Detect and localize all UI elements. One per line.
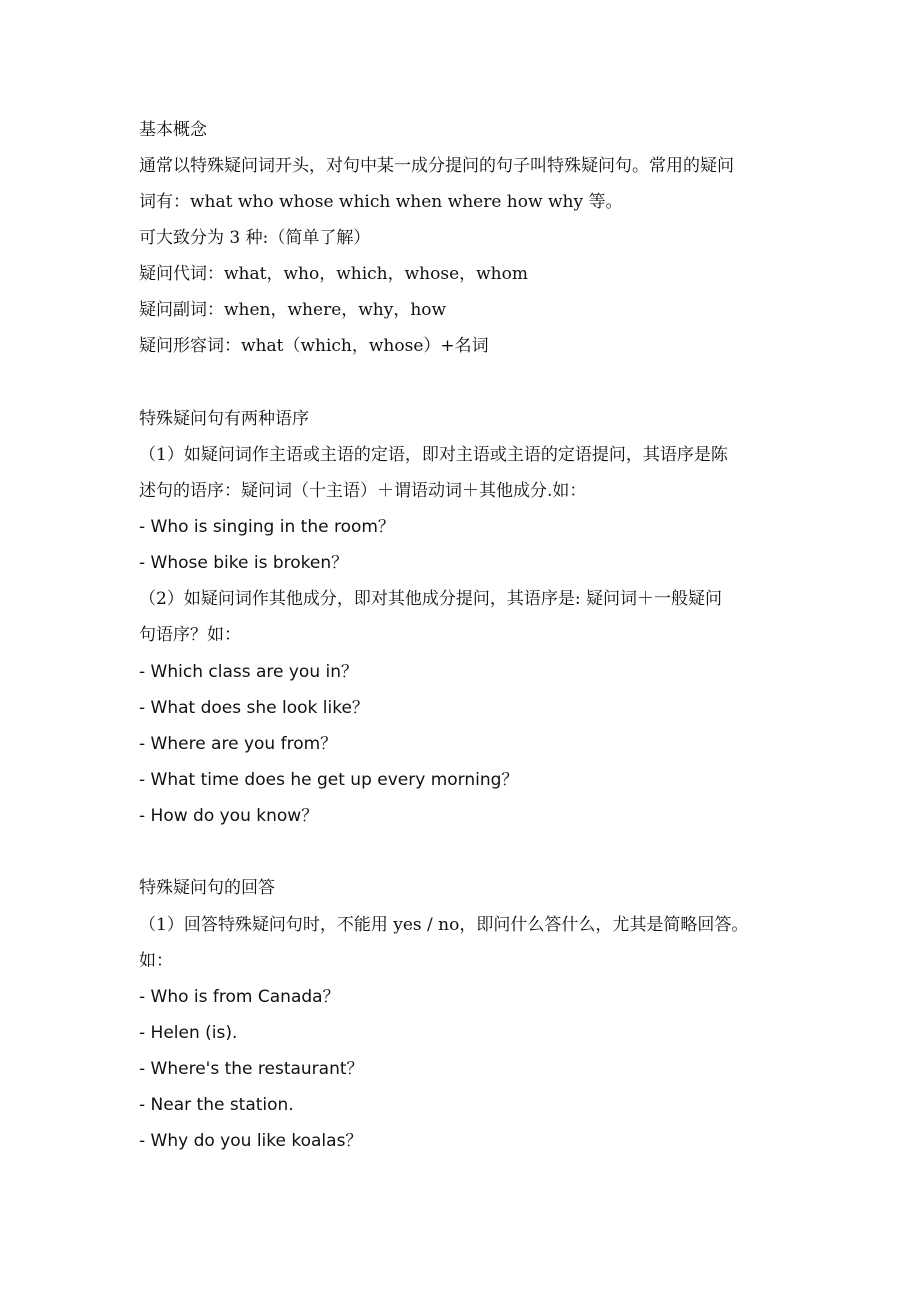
example-sentence: - Near the station. [139, 1095, 294, 1115]
paragraph-line: 述句的语序：疑问词（十主语）＋谓语动词＋其他成分.如： [139, 481, 587, 501]
paragraph-line: 疑问形容词：what（which，whose）+名词 [139, 336, 489, 356]
example-sentence: - Who is singing in the room？ [139, 517, 395, 537]
example-sentence: - What does she look like？ [139, 698, 369, 718]
section-heading-answers: 特殊疑问句的回答 [139, 878, 275, 898]
example-sentence: - Which class are you in？ [139, 662, 359, 682]
paragraph-line: （2）如疑问词作其他成分，即对其他成分提问，其语序是: 疑问词＋一般疑问 [139, 589, 722, 609]
example-sentence: - Where's the restaurant？ [139, 1059, 364, 1079]
paragraph-line: 疑问代词：what，who，which，whose，whom [139, 264, 528, 284]
example-sentence: - Whose bike is broken？ [139, 553, 349, 573]
example-sentence: - How do you know？ [139, 806, 319, 826]
example-sentence: - Why do you like koalas？ [139, 1131, 363, 1151]
section-heading-basic-concept: 基本概念 [139, 120, 207, 140]
section-heading-word-order: 特殊疑问句有两种语序 [139, 409, 309, 429]
paragraph-line: 如： [139, 951, 173, 971]
paragraph-line: 通常以特殊疑问词开头，对句中某一成分提问的句子叫特殊疑问句。常用的疑问 [139, 156, 734, 176]
paragraph-line: （1）如疑问词作主语或主语的定语，即对主语或主语的定语提问，其语序是陈 [139, 445, 728, 465]
paragraph-line: 句语序？如： [139, 625, 241, 645]
example-sentence: - Helen (is). [139, 1023, 238, 1043]
example-sentence: - Where are you from？ [139, 734, 338, 754]
paragraph-line: 词有：what who whose which when where how why 等。 [139, 192, 623, 212]
paragraph-line: 疑问副词：when，where，why，how [139, 300, 447, 320]
example-sentence: - Who is from Canada？ [139, 987, 340, 1007]
example-sentence: - What time does he get up every morning？ [139, 770, 519, 790]
paragraph-line: 可大致分为 3 种:（简单了解） [139, 228, 371, 248]
paragraph-line: （1）回答特殊疑问句时，不能用 yes / no，即问什么答什么，尤其是简略回答。 [139, 915, 749, 935]
